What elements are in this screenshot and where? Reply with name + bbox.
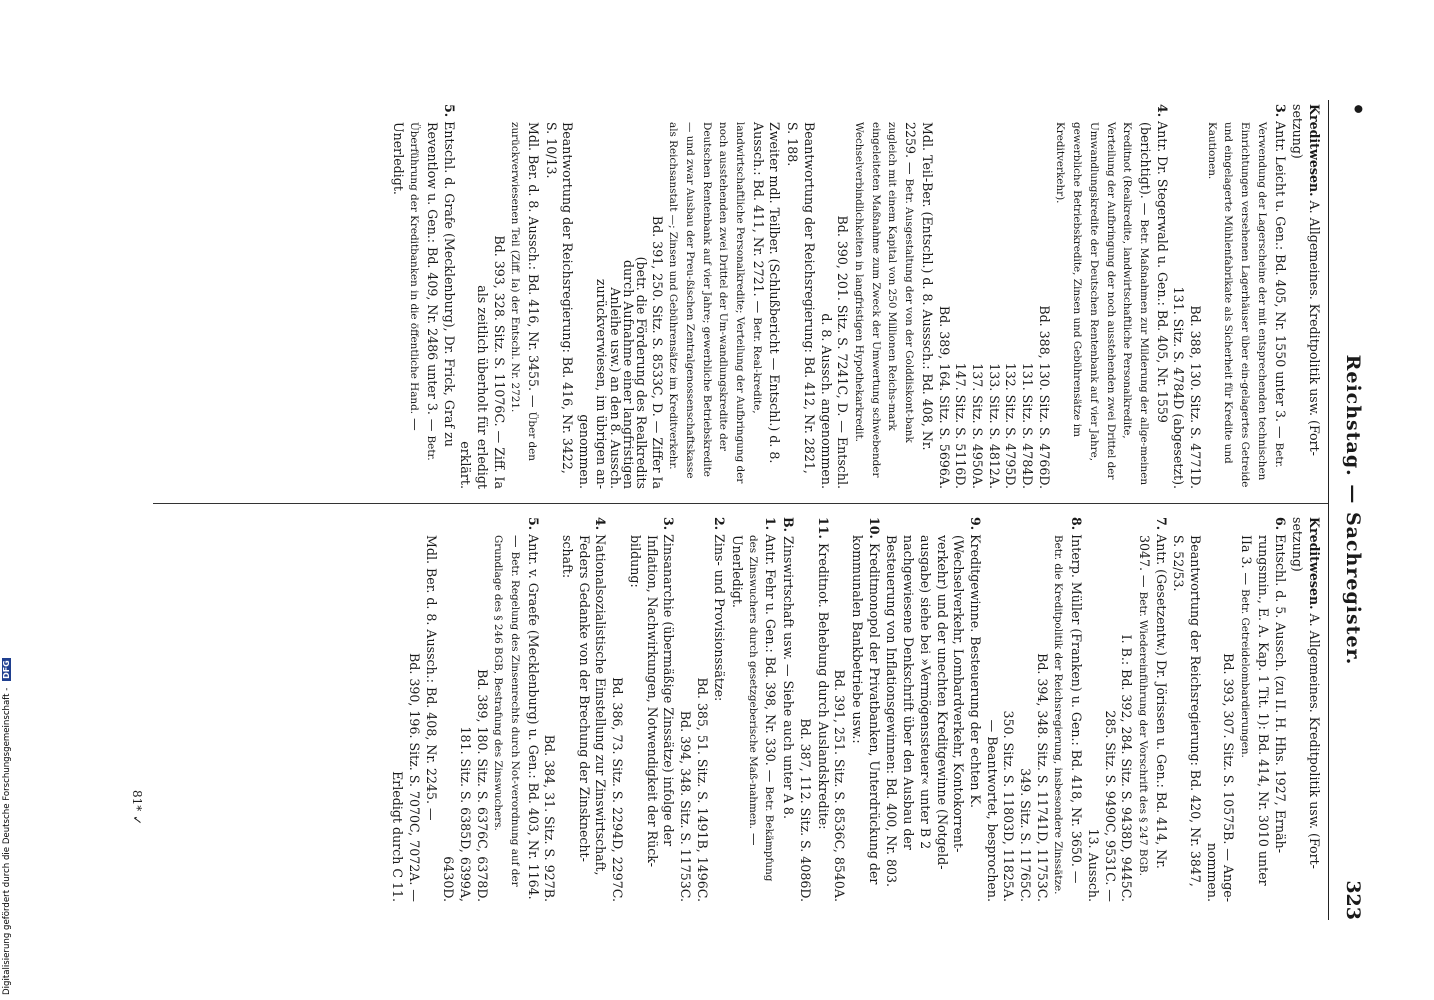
reference: Bd. 390, 201. Sitz. S. 7241C, D. — Entschl.: [835, 215, 851, 489]
reference: 137. Sitz. S. 4950A.: [969, 363, 985, 489]
item-text: Entschl. d. 5. Aussch. (zu II. H. Hhs. 1927, Ernäh-rungsmin., E. A. Kap. 1 Tit. 1): Bd. 414, Nr. 3010 unter IIa 3. —: [1239, 534, 1288, 886]
reference: 285. Sitz. S. 9490C, 9531C. —: [1102, 710, 1118, 902]
reference: Bd. 391, 251. Sitz. S. 8536C, 8540A.: [832, 669, 848, 902]
reference: 349. Sitz. S. 11765C.: [1018, 768, 1034, 902]
list-item: [814, 517, 831, 902]
item-number: 1.: [763, 517, 779, 531]
reference: 181. Sitz. S. 6385D, 6399A,: [457, 726, 473, 902]
reference: d. 8. Aussch. angenommen.: [818, 313, 834, 489]
reference: 131. Sitz. S. 4784D (abgesetzt).: [1171, 286, 1187, 489]
reference: Erledigt durch C 11.: [390, 771, 406, 902]
item-text: Kreditmonopol der Privatbanken, Unterdrückung der kommunalen Bankbetriebe usw.:: [850, 535, 882, 885]
right-rubric: [1289, 517, 1322, 902]
list-item: [883, 517, 983, 902]
item-text: Zins- und Provisionssätze:: [712, 534, 728, 702]
item-status: — Unerledigt.: [391, 122, 424, 431]
list-item: [1237, 517, 1287, 902]
reference: Bd. 393, 328. Sitz. S. 11076C. — Ziff. Ia: [491, 235, 507, 489]
item-note: Betr. Überführung der Kreditbanken in die öffentliche Hand.: [408, 122, 437, 461]
digitization-text: Digitalisierung gefördert durch die Deutsche Forschungsgemeinschaft -: [2, 687, 12, 995]
item-text: Mdl. Teil-Ber. (Entschl.) d. 8. Ausssch.: Bd. 408, Nr. 2259. —: [903, 122, 935, 451]
item-text: Zinswirtschaft usw. — Siehe auch unter A 8.: [781, 536, 797, 819]
item-text: Mdl. Ber. d. 8. Aussch.: Bd. 416, Nr. 3455. —: [526, 122, 542, 408]
item-note: Betr. Regelung des Zinsenrechts durch Not-verordnung auf der Grundlage des § 246 BGB, Bestrafung des Zinswuchers.: [492, 535, 521, 887]
reference: durch Aufnahme einer langfristigen: [620, 259, 636, 489]
item-text: Mdl. Ber. d. 8. Aussch.: Bd. 408, Nr. 2245. —: [424, 535, 440, 821]
left-rubric: [1289, 104, 1322, 489]
reference: — Beantwortet, besprochen.: [984, 719, 1000, 902]
item-number: 9.: [967, 517, 983, 531]
item-text: Kreditnot. Behebung durch Auslandskredite:: [815, 542, 831, 830]
list-item: [728, 517, 778, 902]
item-number: 5.: [525, 517, 541, 531]
rubric-subtitle: A. Allgemeines. Kreditpolitik usw. (Fort-setzung): [1290, 517, 1322, 869]
list-item: [542, 104, 575, 489]
header-dot: •: [1344, 102, 1370, 117]
item-text: Antr. Dr. Stegerwald u. Gen.: Bd. 405, Nr. 1559 (berichtigt). —: [1137, 121, 1170, 423]
page-title: Reichstag. — Sachregister.: [1342, 354, 1364, 666]
reference: nommen.: [1204, 842, 1220, 902]
item-number: 3.: [1272, 104, 1288, 118]
list-item: [1053, 104, 1170, 489]
item-text: Zinsanarchie (übermäßige Zinssätze) infolge der Inflation, Nachwirkungen, Notwendigkeit der Rück-bildung:: [627, 534, 677, 867]
right-column: [388, 517, 1322, 902]
reference: Bd. 384, 31. Sitz. S. 927B.: [542, 734, 558, 902]
list-item: [491, 517, 541, 902]
digitization-note: [2, 0, 18, 995]
item-number: 6.: [1272, 517, 1288, 531]
item-text: Interp. Müller (Franken) u. Gen.: Bd. 418, Nr. 3650. —: [1069, 534, 1085, 884]
reference: Bd. 390, 196. Sitz. S. 7070C, 7072A. —: [406, 653, 422, 902]
reference: Bd. 393, 307. Sitz. S. 10575B. — Ange-: [1221, 653, 1237, 902]
item-text: Antr. Leicht u. Gen.: Bd. 405, Nr. 1550 unter 3. —: [1272, 121, 1288, 439]
running-head: [1336, 100, 1370, 920]
list-item: [423, 517, 440, 902]
item-note: Betr. Ausgestaltung der von der Golddiskont-bank zugleich mit einem Kapital von 250 Millionen Reichs-mark eingeleiteten Maßnahme zum Zweck der Umwertung schwebender Wechselverbindlichkeiten in langfristigen Hypothekarkredit.: [853, 122, 916, 478]
reference: 131. Sitz. S. 4784D.: [1020, 362, 1036, 489]
list-item: [1051, 517, 1084, 902]
item-text: Antr. (Gesetzentw.) Dr. Jörissen u. Gen.: Bd. 414, Nr. 3047. —: [1136, 534, 1169, 869]
reference: Bd. 386, 73. Sitz. S. 2294D, 2297C.: [610, 677, 626, 902]
list-item: [711, 517, 728, 902]
reference: 6430D.: [441, 856, 457, 902]
item-note: Betr. Real-kredite, landwirtschaftliche Personalkredite; Verteilung der Aufbringung der noch ausstehenden zwei Drittel der Um-wandlungskredite der Deutschen Rentenbank auf vier Jahre; gewerbliche Betriebskredite — und zwar Ausbau der Preu-ßischen Zentralgenossenschaftskasse als Reichsanstalt —; Zinsen und Gebührensätze im Kreditverkehr.: [667, 122, 763, 484]
dfg-logo: DFG: [2, 660, 11, 679]
item-text: Antr. v. Graefe (Mecklenburg) u. Gen.: Bd. 403, Nr. 1164. —: [508, 534, 541, 900]
list-item: [848, 517, 881, 902]
list-item: [1135, 517, 1168, 902]
item-text: Antr. Fehr u. Gen.: Bd. 398, Nr. 330. —: [763, 534, 779, 783]
item-text: Nationalsozialistische Einstellung zur Zinswirtschaft, Feders Gedanke von der Brechung der Zinsknecht-schaft:: [560, 534, 609, 876]
list-item: [558, 517, 608, 902]
reference: zurückverwiesen, im übrigen an-: [593, 278, 609, 489]
item-note: Betr. Verwendung der Lagerscheine der mit entsprechenden technischen Einrichtungen versehenen Lagerhäuser über ein-gelagertes Getreide und eingelagerte Mühlenfabrikate als Sicherheit für Kredite und Kautionen.: [1205, 122, 1285, 488]
reference: Bd. 388, 130. Sitz. S. 4766D.: [1036, 305, 1052, 489]
section-heading: [780, 517, 797, 902]
item-number: B.: [781, 517, 797, 533]
header-rule: [1328, 100, 1329, 920]
item-status: — Unerledigt.: [730, 535, 762, 846]
reference: 133. Sitz. S. 4812A.: [986, 363, 1002, 489]
rubric-title: Kreditwesen.: [1307, 104, 1322, 197]
item-number: 11.: [815, 517, 831, 539]
item-note: Betr. die Kreditpolitik der Reichsregierung, insbesondere Zinssätze.: [1052, 535, 1065, 895]
reference: Bd. 394, 348. Sitz. S. 11741D, 11753C.: [1034, 653, 1050, 902]
reference: genommen.: [577, 414, 593, 489]
list-item: [784, 104, 817, 489]
reference: 147. Sitz. S. 5116D.: [953, 362, 969, 489]
item-number: 2.: [712, 517, 728, 531]
item-number: 3.: [661, 517, 677, 531]
column-divider: [153, 503, 1328, 504]
rubric-title: Kreditwesen.: [1307, 517, 1322, 610]
item-text: Beantwortung der Reichsregierung: Bd. 412, Nr. 2821, S. 188.: [785, 122, 817, 474]
item-note: Betr. Maßnahmen zur Milderung der allge-meinen Kreditnot (Realkredite, landwirtschaftliche Personalkredite, Verteilung der Aufbringung der noch ausstehenden zwei Drittel der Umwandlungskredite der Deutschen Rentenbank auf vier Jahre, gewerbliche Betriebskredite, Zinsen und Gebührensätze im Kreditverkehr).: [1054, 122, 1150, 486]
reference: 132. Sitz. S. 4795D.: [1003, 362, 1019, 489]
item-text: Zweiter mdl. Teilber. (Schlußbericht — Entschl.) d. 8. Aussch.: Bd. 411, Nr. 2721. —: [750, 122, 783, 464]
item-text: Beantwortung der Reichsregierung: Bd. 420, Nr. 3847, S. 52/53.: [1171, 535, 1204, 887]
reference: Bd. 388, 130. Sitz. S. 4771D.: [1188, 305, 1204, 489]
reference: als zeitlich überholt für erledigt: [474, 285, 490, 489]
item-note: Betr. Bekämpfung des Zinswuchers durch gesetzgeberische Maß-nahmen.: [746, 535, 776, 882]
rubric-subtitle: A. Allgemeines. Kreditpolitik usw. (Fort-setzung): [1290, 104, 1322, 456]
item-number: 5.: [441, 104, 457, 118]
item-number: 10.: [866, 517, 882, 539]
reference: erklärt.: [458, 441, 474, 489]
list-item: [626, 517, 676, 902]
reference: Bd. 391, 250. Sitz. S. 8533C, D. — Ziffer Ia: [649, 215, 665, 489]
reference: Bd. 385, 51. Sitz. S. 1491B, 1496C.: [694, 677, 710, 902]
reference: Anleihe usw.) an den 8. Aussch.: [607, 287, 623, 489]
item-note: Betr. Wiedereinführung der Vorschrift des § 247 BGB.: [1136, 591, 1149, 876]
left-column: [389, 104, 1322, 489]
item-number: 8.: [1069, 517, 1085, 531]
list-item: [851, 104, 935, 489]
reference: Bd. 387, 112. Sitz. S. 4086D.: [797, 718, 813, 902]
list-item: [666, 104, 783, 489]
list-item: [1204, 104, 1288, 489]
reference: Bd. 389, 164. Sitz. S. 5696A.: [936, 305, 952, 489]
list-item: [1170, 517, 1203, 902]
reference: (betr. die Förderung des Realkredits: [633, 256, 649, 489]
item-text: Entschl. d. Grafe (Mecklenburg), Dr. Frick, Graf zu Reventlow u. Gen.: Bd. 409, Nr. 2486 unter 3. —: [424, 121, 457, 447]
page-number: 323: [1342, 880, 1364, 920]
reference: Bd. 394, 348. Sitz. S. 11753C.: [677, 710, 693, 902]
page-signature: 81* ✓: [130, 790, 144, 826]
list-item: [390, 104, 457, 489]
reference: 13. Aussch.: [1085, 828, 1101, 902]
item-note: Über den zurückverwiesenen Teil (Ziff. Ia) der Entschl. Nr. 2721.: [509, 122, 539, 461]
item-text: Beantwortung der Reichsregierung: Bd. 416, Nr. 3422, S. 10/13.: [543, 122, 576, 474]
list-item: [508, 104, 541, 489]
reference: Bd. 389, 180. Sitz. S. 6376C, 6378D.: [474, 669, 490, 902]
item-text: Kreditgewinne. Besteuerung der echten K. (Wechselverkehr, Lombardverkehr, Kontokorrent-verkehr) und der unechten Kreditgewinne (Notgeld-ausgabe) siehe bei »Vermögenssteuer« unter B 2 nachgewiesene Denkschrift über den Ausbau der Besteuerung von Inflationsgewinnen: Bd. 400, Nr. 803.: [884, 534, 983, 888]
item-number: 4.: [1154, 104, 1170, 118]
item-note: Betr. Getreidelombardierungen.: [1239, 589, 1252, 758]
reference: 350. Sitz. S. 11803D, 11825A.: [1001, 710, 1017, 902]
reference: I. B.: Bd. 392, 284. Sitz. S. 9438D, 9445C.: [1119, 634, 1135, 902]
item-number: 4.: [593, 517, 609, 531]
item-number: 7.: [1153, 517, 1169, 531]
